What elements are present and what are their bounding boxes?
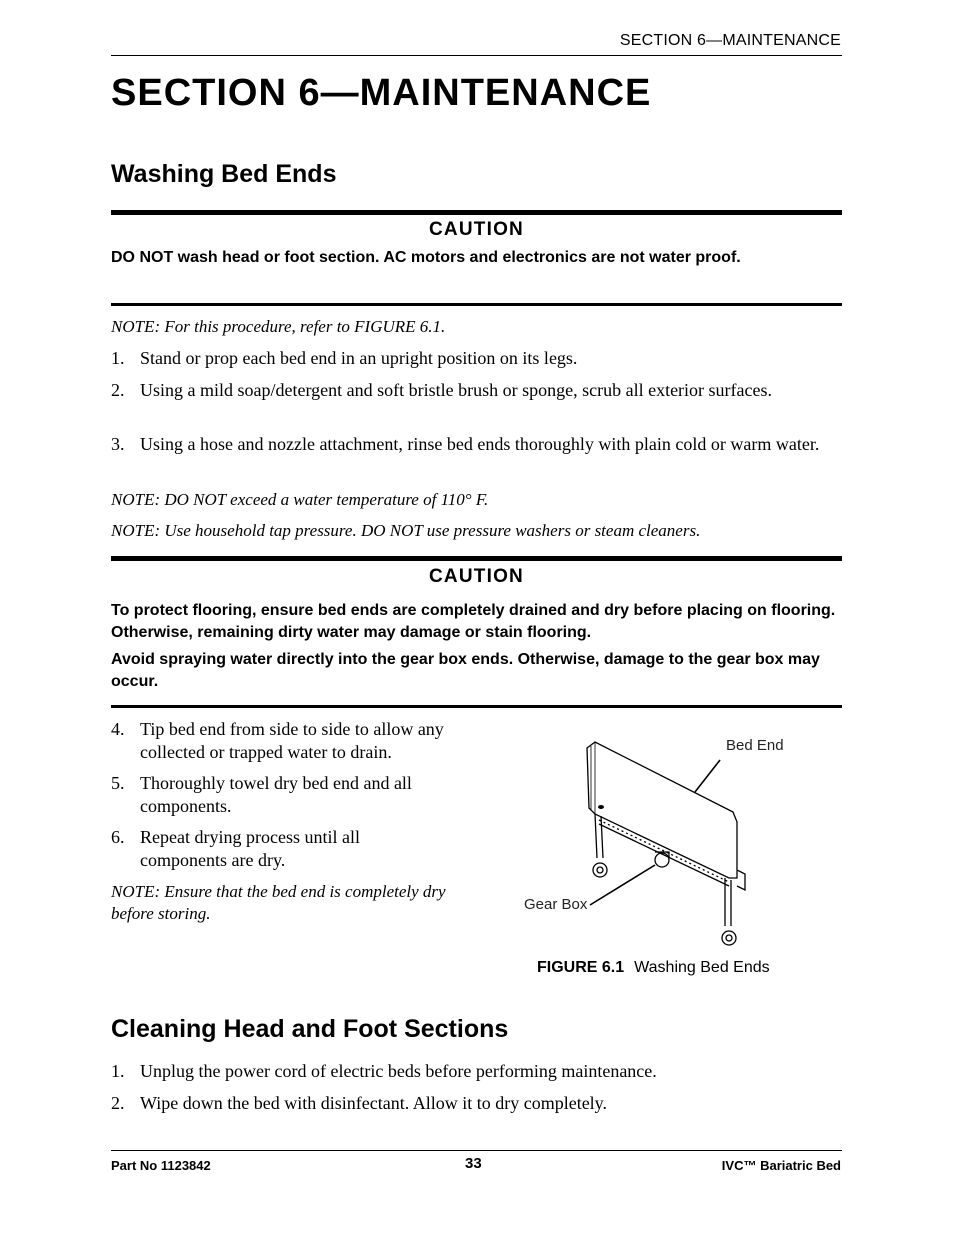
running-header: SECTION 6—MAINTENANCE (619, 32, 841, 49)
step-text: Unplug the power cord of electric beds before performing maintenance. (140, 1061, 657, 1081)
step-number: 2. (111, 380, 125, 400)
caution-top-rule (111, 556, 842, 561)
list-item (111, 772, 471, 818)
figure-caption (537, 959, 770, 977)
page-title: SECTION 6—MAINTENANCE (111, 72, 652, 114)
step-number: 6. (111, 827, 125, 847)
caution-bottom-rule (111, 705, 842, 708)
gear-box-label: Gear Box (524, 896, 588, 913)
list-item (111, 379, 842, 425)
caution-title: CAUTION (429, 219, 524, 240)
step-text: Thoroughly towel dry bed end and all components. (140, 773, 412, 816)
step-text: Wipe down the bed with disinfectant. Allow it to dry completely. (140, 1093, 608, 1113)
caution-text: DO NOT wash head or foot section. AC motors and electronics are not water proof. (111, 249, 741, 266)
caution-text: Avoid spraying water directly into the gear box ends. Otherwise, damage to the gear box may occur. (111, 651, 820, 690)
footer-part-number: Part No 1123842 (111, 1158, 211, 1173)
caution-bottom-rule (111, 303, 842, 306)
step-number: 1. (111, 1061, 125, 1081)
list-item (111, 347, 842, 370)
page-number: 33 (465, 1155, 482, 1172)
left-caster (593, 863, 607, 877)
bed-end-leader (695, 760, 720, 792)
bed-end-panel (587, 742, 737, 878)
step-text: Using a mild soap/detergent and soft bristle brush or sponge, scrub all exterior surfaces. (140, 380, 773, 400)
washing-bed-ends-heading: Washing Bed Ends (111, 160, 337, 188)
caution-title: CAUTION (429, 566, 524, 587)
step-text: Using a hose and nozzle attachment, rinse bed ends thoroughly with plain cold or warm water. (140, 434, 820, 454)
step-number: 2. (111, 1093, 125, 1113)
gear-box (655, 853, 669, 867)
note-water-temperature: NOTE: DO NOT exceed a water temperature of 110° F. (111, 490, 489, 509)
step-text: Tip bed end from side to side to allow any collected or trapped water to drain. (140, 719, 444, 762)
caution-text: To protect flooring, ensure bed ends are completely drained and dry before placing on flooring. Otherwise, remaining dirty water may damage or stain flooring. (111, 602, 836, 641)
footer-product-name: IVC™ Bariatric Bed (721, 1158, 841, 1173)
bed-end-label: Bed End (726, 737, 784, 754)
step-number: 3. (111, 434, 125, 454)
cleaning-sections-heading: Cleaning Head and Foot Sections (111, 1015, 509, 1043)
footer-rule (111, 1150, 842, 1151)
gear-box-leader (590, 865, 655, 905)
figure-number: FIGURE 6.1 (537, 959, 625, 976)
bed-end-illustration (515, 730, 835, 960)
list-item (111, 718, 471, 764)
list-item (111, 826, 471, 872)
list-item (111, 1060, 842, 1083)
figure-title: Washing Bed Ends (634, 959, 770, 976)
right-caster (722, 931, 736, 945)
caution-top-rule (111, 210, 842, 215)
note-refer-figure: NOTE: For this procedure, refer to FIGURE 6.1. (111, 317, 446, 336)
step-number: 4. (111, 719, 125, 739)
note-dry-before-storing: NOTE: Ensure that the bed end is completely dry before storing. (111, 882, 446, 923)
list-item (111, 433, 842, 479)
step-text: Stand or prop each bed end in an upright position on its legs. (140, 348, 578, 368)
step-text: Repeat drying process until all components are dry. (140, 827, 360, 870)
step-number: 1. (111, 348, 125, 368)
header-rule (111, 55, 842, 56)
note-tap-pressure: NOTE: Use household tap pressure. DO NOT use pressure washers or steam cleaners. (111, 521, 701, 540)
step-number: 5. (111, 773, 125, 793)
list-item (111, 1092, 842, 1115)
